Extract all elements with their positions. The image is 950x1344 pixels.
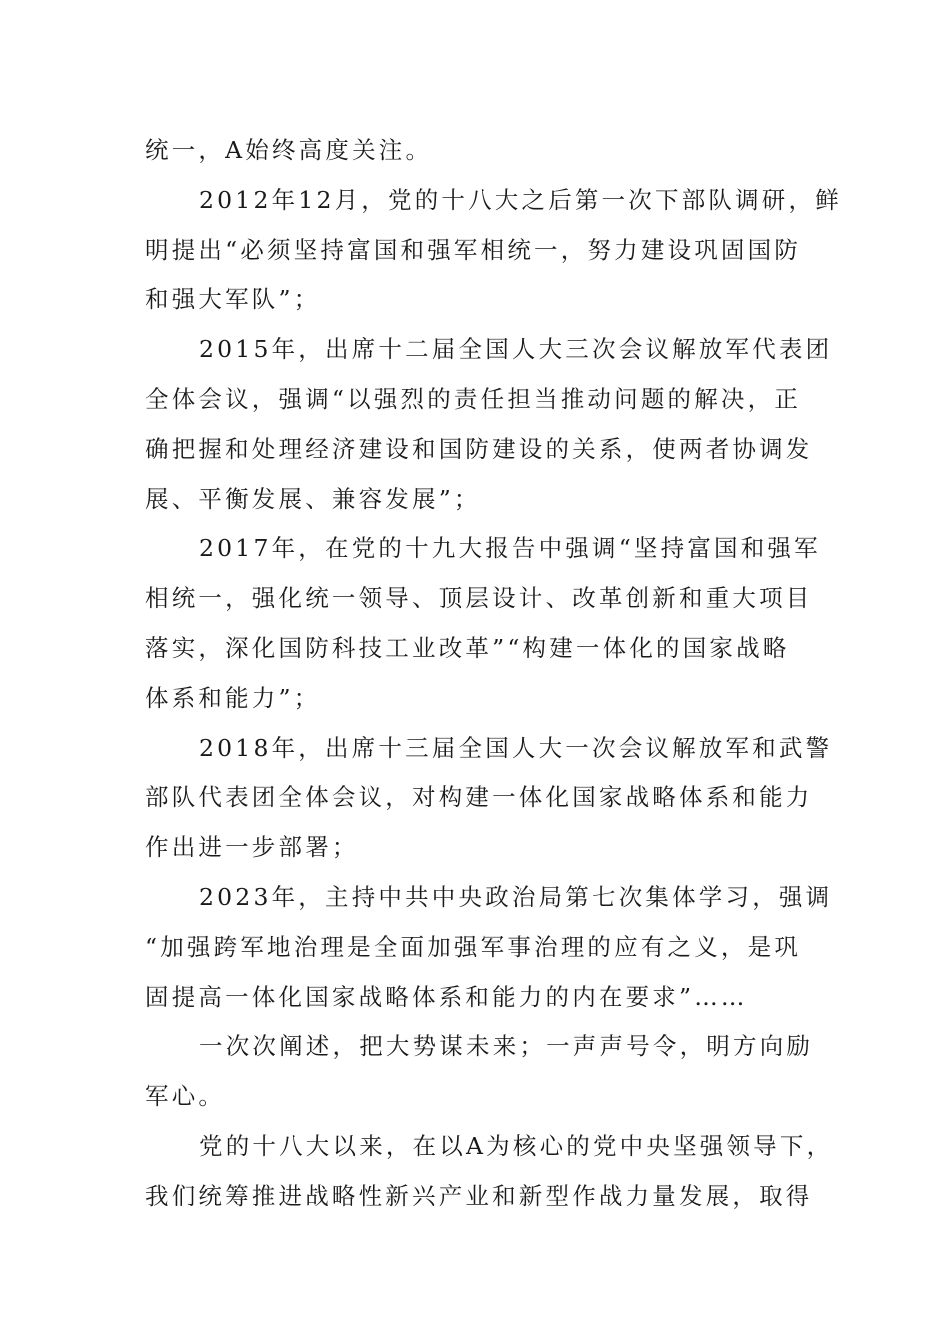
text-line: 明提出“必须坚持富国和强军相统一，努力建设巩固国防: [145, 235, 802, 264]
text-line: 相统一，强化统一领导、顶层设计、改革创新和重大项目: [145, 584, 813, 613]
text-line: 部队代表团全体会议，对构建一体化国家战略体系和能力: [145, 783, 813, 812]
body-text: [145, 126, 842, 1222]
text-line: 作出进一步部署；: [145, 833, 359, 862]
paragraph-first-line: 2017年，在党的十九大报告中强调“坚持富国和强军: [199, 534, 821, 563]
text-line: 我们统筹推进战略性新兴产业和新型作战力量发展，取得: [145, 1181, 813, 1210]
paragraph-first-line: 2023年，主持中共中央政治局第七次集体学习，强调: [199, 882, 833, 911]
paragraph-first-line: 2018年，出席十三届全国人大一次会议解放军和武警: [199, 733, 833, 762]
text-line: 固提高一体化国家战略体系和能力的内在要求”……: [145, 982, 748, 1011]
paragraph-first-line: 2012年12月，党的十八大之后第一次下部队调研，鲜: [199, 185, 842, 214]
text-line: 落实，深化国防科技工业改革”“构建一体化的国家战略: [145, 633, 790, 662]
text-line: 展、平衡发展、兼容发展”；: [145, 484, 481, 513]
text-line: 全体会议，强调“以强烈的责任担当推动问题的解决，正: [145, 384, 802, 413]
text-line: 确把握和处理经济建设和国防建设的关系，使两者协调发: [145, 434, 813, 463]
text-line: 和强大军队”；: [145, 285, 321, 314]
paragraph-first-line: 一次次阐述，把大势谋未来；一声声号令，明方向励: [199, 1032, 814, 1061]
text-line: 军心。: [145, 1082, 226, 1111]
paragraph-first-line: 党的十八大以来，在以A为核心的党中央坚强领导下，: [199, 1131, 834, 1160]
text-line: “加强跨军地治理是全面加强军事治理的应有之义，是巩: [145, 932, 802, 961]
paragraph-first-line: 2015年，出席十二届全国人大三次会议解放军代表团: [199, 335, 833, 364]
text-line: 统一，A始终高度关注。: [145, 136, 433, 164]
text-line: 体系和能力”；: [145, 683, 321, 712]
